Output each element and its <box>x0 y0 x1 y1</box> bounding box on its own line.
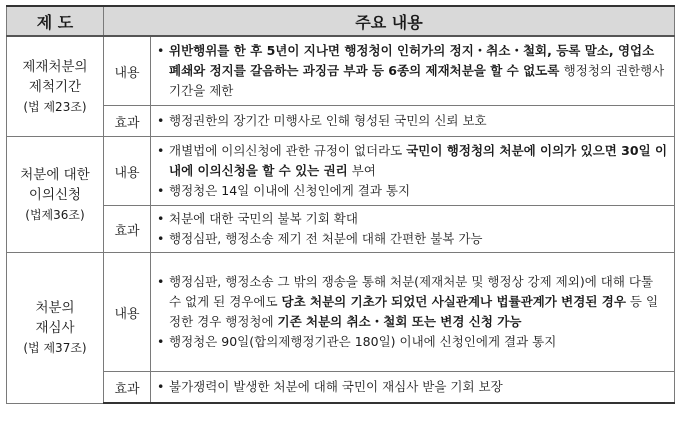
law-reference: (법 제37조) <box>23 340 87 355</box>
system-title-line1: 제재처분의 <box>22 58 88 75</box>
system-cell <box>7 137 104 253</box>
system-cell <box>7 36 104 137</box>
content-cell <box>151 253 675 372</box>
table-row <box>7 206 675 253</box>
effect-cell <box>151 206 675 253</box>
table-row <box>7 106 675 137</box>
list-item: • 개별법에 이의신청에 관한 규정이 없더라도 국민이 행정청의 처분에 이의가 있으면 30일 이내에 이의신청을 할 수 있는 권리 부여 <box>157 143 668 178</box>
system-title-line2: 재심사 <box>35 319 75 336</box>
system-title-line1: 처분의 <box>35 299 75 316</box>
table-row <box>7 253 675 372</box>
header-system: 제 도 <box>7 6 104 36</box>
category-label: 효과 <box>104 372 151 404</box>
law-reference: (법 제23조) <box>23 99 87 114</box>
effect-cell <box>151 106 675 137</box>
table-row <box>7 137 675 206</box>
list-item: • 행정심판, 행정소송 제기 전 처분에 대해 간편한 불복 가능 <box>157 231 483 246</box>
header-content: 주요 내용 <box>104 6 675 36</box>
table-row <box>7 372 675 404</box>
category-label: 내용 <box>104 253 151 372</box>
list-item: • 행정청은 90일(합의제행정기관은 180일) 이내에 신청인에게 결과 통지 <box>157 334 557 349</box>
system-title-line2: 이의신청 <box>28 186 82 203</box>
header-row <box>7 6 675 36</box>
list-item: • 불가쟁력이 발생한 처분에 대해 국민이 재심사 받을 기회 보장 <box>157 379 503 394</box>
list-item: • 위반행위를 한 후 5년이 지나면 행정청이 인허가의 정지・취소・철회, 등록 말소, 영업소 폐쇄와 정지를 갈음하는 과징금 부과 등 6종의 제재처분을 할 수 없도록 행정청의 권한행사기간을 제한 <box>157 43 665 98</box>
system-cell <box>7 253 104 404</box>
list-item: • 행정심판, 행정소송 그 밖의 쟁송을 통해 처분(제재처분 및 행정상 강제 제외)에 대해 다툴 수 없게 된 경우에도 당초 처분의 기초가 되었던 사실관계나 법률관계가 변경된 경우 등 일정한 경우 행정청에 기존 처분의 취소・철회 또는 변경 신청 가능 <box>157 274 659 329</box>
content-cell <box>151 137 675 206</box>
list-item: • 행정권한의 장기간 미행사로 인해 형성된 국민의 신뢰 보호 <box>157 113 487 128</box>
effect-cell <box>151 372 675 404</box>
content-cell <box>151 36 675 106</box>
law-reference: (법제36조) <box>25 207 85 222</box>
category-label: 내용 <box>104 36 151 106</box>
table-row <box>7 36 675 106</box>
category-label: 효과 <box>104 206 151 253</box>
list-item: • 처분에 대한 국민의 불복 기회 확대 <box>157 211 358 226</box>
category-label: 효과 <box>104 106 151 137</box>
system-title-line2: 제척기간 <box>28 78 82 95</box>
admin-law-table <box>6 5 675 404</box>
category-label: 내용 <box>104 137 151 206</box>
list-item: • 행정청은 14일 이내에 신청인에게 결과 통지 <box>157 183 411 198</box>
system-title-line1: 처분에 대한 <box>20 166 90 183</box>
